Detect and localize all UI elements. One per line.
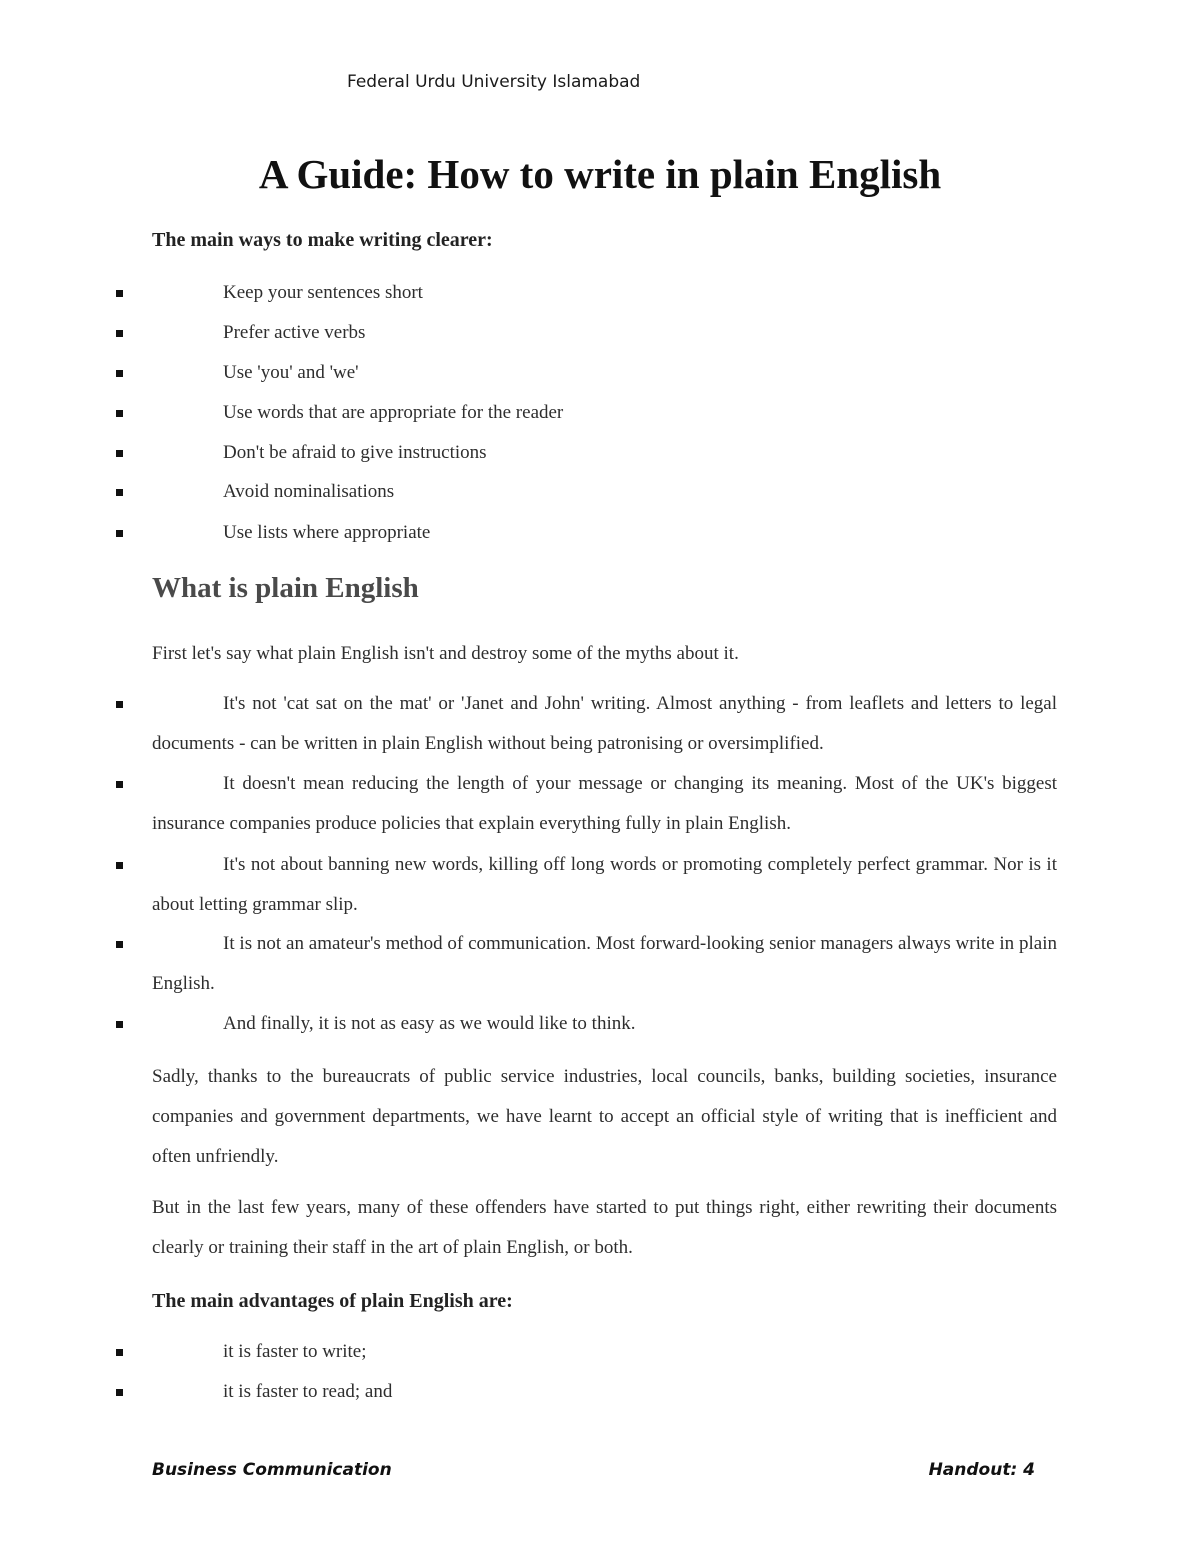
footer-handout-number: Handout: 4 [928, 1460, 1035, 1480]
list-item: It's not about banning new words, killing off long words or promoting completely perfect grammar. Nor is it about letting grammar slip. [152, 854, 1057, 915]
section-heading: The main advantages of plain English are: [152, 1290, 513, 1312]
page-header: Federal Urdu University Islamabad [347, 72, 641, 92]
body-paragraph: Sadly, thanks to the bureaucrats of public service industries, local councils, banks, building societies, insurance companies and government departments, we have learnt to accept an official style of writing that is inefficient and often unfriendly. [152, 1066, 1057, 1167]
intro-paragraph: First let's say what plain English isn't and destroy some of the myths about it. [152, 643, 739, 664]
bullet-icon [116, 701, 123, 708]
list-item: it is faster to write; [223, 1341, 367, 1362]
list-item: it is faster to read; and [223, 1381, 393, 1402]
bullet-icon [116, 941, 123, 948]
bullet-icon [116, 1349, 123, 1356]
list-item: And finally, it is not as easy as we would like to think. [223, 1013, 636, 1034]
bullet-icon [116, 781, 123, 788]
list-item: Prefer active verbs [223, 322, 366, 343]
list-item: It doesn't mean reducing the length of your message or changing its meaning. Most of the UK's biggest insurance companies produce policies that explain everything fully in plain English. [152, 773, 1057, 834]
section-subtitle: What is plain English [152, 572, 419, 604]
list-item: Keep your sentences short [223, 282, 423, 303]
list-item: It's not 'cat sat on the mat' or 'Janet and John' writing. Almost anything - from leaflets and letters to legal documents - can be written in plain English without being patronising or oversimplified. [152, 693, 1057, 754]
list-item: It is not an amateur's method of communication. Most forward-looking senior managers always write in plain English. [152, 933, 1057, 994]
bullet-icon [116, 862, 123, 869]
bullet-icon [116, 450, 123, 457]
list-item: Don't be afraid to give instructions [223, 442, 487, 463]
bullet-icon [116, 489, 123, 496]
bullet-icon [116, 330, 123, 337]
list-item: Use 'you' and 'we' [223, 362, 359, 383]
bullet-icon [116, 290, 123, 297]
bullet-icon [116, 1389, 123, 1396]
bullet-icon [116, 1021, 123, 1028]
bullet-icon [116, 370, 123, 377]
list-item: Avoid nominalisations [223, 481, 395, 502]
body-paragraph: But in the last few years, many of these offenders have started to put things right, either rewriting their documents clearly or training their staff in the art of plain English, or both. [152, 1197, 1057, 1258]
footer-course-name: Business Communication [152, 1460, 392, 1480]
list-item: Use words that are appropriate for the reader [223, 402, 564, 423]
section-heading: The main ways to make writing clearer: [152, 229, 493, 251]
list-item: Use lists where appropriate [223, 522, 431, 543]
bullet-icon [116, 410, 123, 417]
bullet-icon [116, 530, 123, 537]
document-title: A Guide: How to write in plain English [258, 151, 942, 197]
